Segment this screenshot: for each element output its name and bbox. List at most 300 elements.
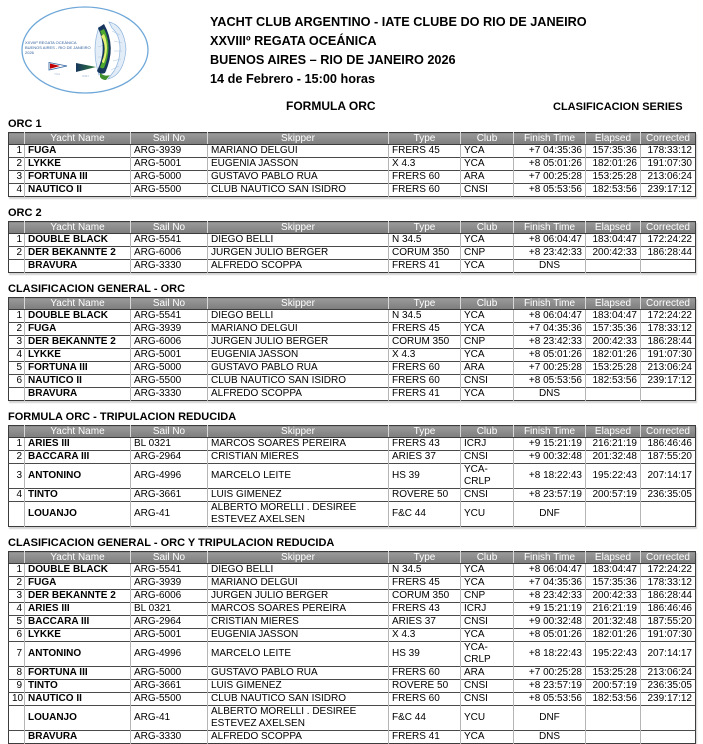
cell-rank: 2 (9, 577, 25, 590)
cell-yacht: BRAVURA (25, 731, 131, 744)
cell-club: YCA (461, 564, 514, 577)
cell-yacht: DER BEKANNTE 2 (25, 336, 131, 349)
table-row (9, 629, 696, 642)
table-row (9, 388, 696, 401)
cell-type: FRERS 60 (389, 171, 461, 184)
cell-type: N 34.5 (389, 234, 461, 247)
cell-type: FRERS 60 (389, 375, 461, 388)
cell-club: CNSI (461, 451, 514, 464)
cell-elapsed: 182:01:26 (586, 629, 641, 642)
cell-yacht: DER BEKANNTE 2 (25, 590, 131, 603)
cell-skipper: CLUB NAUTICO SAN ISIDRO (208, 375, 389, 388)
cell-type: X 4.3 (389, 158, 461, 171)
column-header-rank (9, 552, 25, 564)
cell-rank: 4 (9, 184, 25, 197)
classification-subheader (0, 97, 703, 118)
cell-elapsed (586, 502, 641, 527)
cell-corrected: 172:24:22 (641, 234, 696, 247)
cell-rank (9, 388, 25, 401)
cell-type: FRERS 45 (389, 323, 461, 336)
cell-rank: 6 (9, 629, 25, 642)
cell-sail: ARG-5541 (131, 310, 208, 323)
cell-club: CNSI (461, 680, 514, 693)
document-title-block (210, 13, 587, 89)
cell-finish: +7 04:35:36 (514, 577, 586, 590)
logo-ellipse (22, 7, 148, 93)
cell-yacht: ANTONINO (25, 642, 131, 667)
cell-club: ARA (461, 171, 514, 184)
cell-skipper: LUIS GIMENEZ (208, 680, 389, 693)
cell-corrected: 187:55:20 (641, 616, 696, 629)
cell-club: YCA (461, 349, 514, 362)
cell-yacht: BACCARA III (25, 616, 131, 629)
results-section (8, 411, 695, 527)
cell-finish: +8 05:01:26 (514, 629, 586, 642)
cell-rank: 3 (9, 171, 25, 184)
cell-elapsed (586, 260, 641, 273)
column-header-finish: Finish Time (514, 298, 586, 310)
cell-elapsed: 195:22:43 (586, 464, 641, 489)
cell-finish: +8 05:53:56 (514, 375, 586, 388)
section-title: ORC 1 (8, 118, 42, 130)
cell-club: ICRJ (461, 603, 514, 616)
cell-type: F&C 44 (389, 706, 461, 731)
cell-skipper: JURGEN JULIO BERGER (208, 590, 389, 603)
cell-corrected: 186:46:46 (641, 603, 696, 616)
column-header-type: Type (389, 133, 461, 145)
cell-skipper: ALBERTO MORELLI . DESIREE ESTEVEZ AXELSEN (208, 502, 389, 527)
column-header-corrected: Corrected (641, 552, 696, 564)
cell-elapsed (586, 388, 641, 401)
column-header-elapsed: Elapsed (586, 222, 641, 234)
column-header-skipper: Skipper (208, 552, 389, 564)
column-header-club: Club (461, 426, 514, 438)
svg-text:ICRJ: ICRJ (82, 74, 89, 78)
cell-skipper: CLUB NAUTICO SAN ISIDRO (208, 693, 389, 706)
column-header-yacht: Yacht Name (25, 133, 131, 145)
column-header-type: Type (389, 298, 461, 310)
cell-elapsed: 200:57:19 (586, 489, 641, 502)
cell-elapsed: 183:04:47 (586, 310, 641, 323)
cell-yacht: DER BEKANNTE 2 (25, 247, 131, 260)
column-header-rank (9, 222, 25, 234)
cell-elapsed: 182:01:26 (586, 349, 641, 362)
table-row (9, 451, 696, 464)
cell-sail: ARG-41 (131, 706, 208, 731)
results-table (8, 425, 696, 527)
cell-type: HS 39 (389, 464, 461, 489)
cell-sail: BL 0321 (131, 438, 208, 451)
results-table (8, 297, 696, 401)
cell-finish: +9 15:21:19 (514, 603, 586, 616)
cell-type: FRERS 43 (389, 603, 461, 616)
cell-skipper: CRISTIAN MIERES (208, 616, 389, 629)
cell-yacht: FORTUNA III (25, 362, 131, 375)
cell-type: N 34.5 (389, 310, 461, 323)
cell-skipper: DIEGO BELLI (208, 564, 389, 577)
cell-club: ARA (461, 362, 514, 375)
cell-corrected: 239:17:12 (641, 375, 696, 388)
column-header-elapsed: Elapsed (586, 298, 641, 310)
cell-club: CNP (461, 590, 514, 603)
cell-elapsed: 195:22:43 (586, 642, 641, 667)
cell-finish: +9 00:32:48 (514, 616, 586, 629)
title-line-route: BUENOS AIRES – RIO DE JANEIRO 2026 (210, 53, 456, 67)
column-header-skipper: Skipper (208, 298, 389, 310)
cell-elapsed: 153:25:28 (586, 171, 641, 184)
cell-finish: +9 15:21:19 (514, 438, 586, 451)
cell-sail: ARG-3661 (131, 489, 208, 502)
cell-club: YCA (461, 310, 514, 323)
page-header (0, 0, 703, 97)
cell-corrected: 186:46:46 (641, 438, 696, 451)
cell-skipper: JURGEN JULIO BERGER (208, 247, 389, 260)
cell-finish: DNS (514, 388, 586, 401)
table-row (9, 464, 696, 489)
cell-rank: 7 (9, 642, 25, 667)
cell-corrected: 172:24:22 (641, 564, 696, 577)
cell-finish: +7 00:25:28 (514, 171, 586, 184)
column-header-yacht: Yacht Name (25, 298, 131, 310)
column-header-sail: Sail No (131, 426, 208, 438)
formula-orc-label: FORMULA ORC (286, 99, 376, 113)
results-table (8, 221, 696, 273)
cell-type: F&C 44 (389, 502, 461, 527)
column-header-club: Club (461, 222, 514, 234)
table-row (9, 616, 696, 629)
cell-type: FRERS 45 (389, 577, 461, 590)
results-section (8, 207, 695, 273)
cell-corrected (641, 706, 696, 731)
column-header-yacht: Yacht Name (25, 426, 131, 438)
table-row (9, 590, 696, 603)
cell-elapsed: 157:35:36 (586, 323, 641, 336)
cell-elapsed: 183:04:47 (586, 564, 641, 577)
cell-yacht: LYKKE (25, 158, 131, 171)
cell-finish: DNF (514, 502, 586, 527)
cell-elapsed: 153:25:28 (586, 667, 641, 680)
cell-rank: 3 (9, 590, 25, 603)
logo-line-3: 2026 (25, 50, 34, 55)
cell-sail: ARG-2964 (131, 616, 208, 629)
cell-elapsed: 216:21:19 (586, 438, 641, 451)
results-table (8, 132, 696, 197)
cell-sail: ARG-5001 (131, 349, 208, 362)
cell-club: YCA-CRLP (461, 642, 514, 667)
table-header-row (9, 552, 696, 564)
regata-oceanica-logo (20, 5, 150, 95)
results-section (8, 118, 695, 197)
cell-elapsed: 153:25:28 (586, 362, 641, 375)
cell-skipper: DIEGO BELLI (208, 234, 389, 247)
cell-sail: ARG-6006 (131, 336, 208, 349)
cell-sail: ARG-5541 (131, 564, 208, 577)
column-header-sail: Sail No (131, 298, 208, 310)
cell-corrected: 186:28:44 (641, 336, 696, 349)
table-row (9, 706, 696, 731)
table-row (9, 667, 696, 680)
cell-finish: DNS (514, 260, 586, 273)
cell-sail: ARG-5541 (131, 234, 208, 247)
column-header-sail: Sail No (131, 133, 208, 145)
cell-yacht: FORTUNA III (25, 667, 131, 680)
cell-corrected: 239:17:12 (641, 184, 696, 197)
column-header-elapsed: Elapsed (586, 133, 641, 145)
cell-type: CORUM 350 (389, 247, 461, 260)
cell-sail: ARG-5000 (131, 667, 208, 680)
logo-line-2: BUENOS AIRES - RIO DE JANEIRO (25, 45, 91, 50)
cell-finish: +8 06:04:47 (514, 310, 586, 323)
cell-finish: +9 00:32:48 (514, 451, 586, 464)
column-header-corrected: Corrected (641, 133, 696, 145)
cell-finish: +7 00:25:28 (514, 362, 586, 375)
column-header-club: Club (461, 552, 514, 564)
cell-type: FRERS 41 (389, 260, 461, 273)
cell-club: YCU (461, 502, 514, 527)
section-title: ORC 2 (8, 207, 42, 219)
cell-skipper: GUSTAVO PABLO RUA (208, 171, 389, 184)
cell-sail: ARG-2964 (131, 451, 208, 464)
cell-rank: 1 (16, 310, 22, 321)
cell-skipper: ALBERTO MORELLI . DESIREE ESTEVEZ AXELSEN (208, 706, 389, 731)
column-header-rank (9, 133, 25, 145)
cell-rank: 1 (16, 564, 22, 575)
column-header-finish: Finish Time (514, 426, 586, 438)
cell-club: YCA (461, 145, 514, 158)
column-header-rank (9, 298, 25, 310)
table-row (9, 438, 696, 451)
cell-type: CORUM 350 (389, 590, 461, 603)
cell-rank: 4 (9, 489, 25, 502)
cell-club: YCA (461, 323, 514, 336)
cell-elapsed: 182:01:26 (586, 158, 641, 171)
table-row (9, 731, 696, 744)
cell-club: YCA (461, 629, 514, 642)
cell-corrected (641, 731, 696, 744)
cell-sail: BL 0321 (131, 603, 208, 616)
table-row (9, 603, 696, 616)
column-header-type: Type (389, 552, 461, 564)
column-header-rank (9, 426, 25, 438)
column-header-corrected: Corrected (641, 426, 696, 438)
table-row (9, 642, 696, 667)
cell-type: FRERS 41 (389, 388, 461, 401)
cell-type: FRERS 60 (389, 693, 461, 706)
cell-rank: 3 (9, 336, 25, 349)
cell-sail: ARG-6006 (131, 247, 208, 260)
cell-yacht: TINTO (25, 489, 131, 502)
cell-rank (9, 731, 25, 744)
cell-skipper: MARIANO DELGUI (208, 577, 389, 590)
table-header-row (9, 426, 696, 438)
table-row (9, 234, 696, 247)
column-header-sail: Sail No (131, 552, 208, 564)
cell-sail: ARG-4996 (131, 464, 208, 489)
cell-elapsed: 182:53:56 (586, 184, 641, 197)
cell-skipper: MARCELO LEITE (208, 464, 389, 489)
cell-rank: 2 (9, 323, 25, 336)
column-header-finish: Finish Time (514, 552, 586, 564)
cell-sail: ARG-5000 (131, 362, 208, 375)
cell-yacht: LOUANJO (25, 706, 131, 731)
cell-skipper: ALFREDO SCOPPA (208, 388, 389, 401)
cell-yacht: ARIES III (25, 438, 131, 451)
cell-club: CNSI (461, 375, 514, 388)
cell-elapsed: 201:32:48 (586, 616, 641, 629)
cell-type: FRERS 45 (389, 145, 461, 158)
cell-rank: 4 (9, 603, 25, 616)
cell-club: CNSI (461, 616, 514, 629)
table-row (9, 502, 696, 527)
cell-sail: ARG-3661 (131, 680, 208, 693)
cell-yacht: ANTONINO (25, 464, 131, 489)
cell-corrected: 213:06:24 (641, 667, 696, 680)
cell-elapsed: 200:42:33 (586, 590, 641, 603)
cell-type: ARIES 37 (389, 616, 461, 629)
cell-club: YCA (461, 234, 514, 247)
column-header-skipper: Skipper (208, 133, 389, 145)
section-title: CLASIFICACION GENERAL - ORC Y TRIPULACION REDUCIDA (8, 537, 335, 549)
cell-elapsed: 200:42:33 (586, 336, 641, 349)
cell-corrected: 236:35:05 (641, 680, 696, 693)
cell-type: ROVERE 50 (389, 489, 461, 502)
cell-rank: 1 (16, 234, 22, 245)
section-title: CLASIFICACION GENERAL - ORC (8, 283, 186, 295)
cell-corrected: 178:33:12 (641, 577, 696, 590)
column-header-finish: Finish Time (514, 133, 586, 145)
table-row (9, 577, 696, 590)
cell-corrected (641, 502, 696, 527)
column-header-skipper: Skipper (208, 426, 389, 438)
cell-finish: +8 18:22:43 (514, 642, 586, 667)
cell-corrected: 178:33:12 (641, 145, 696, 158)
column-header-skipper: Skipper (208, 222, 389, 234)
table-row (9, 375, 696, 388)
cell-sail: ARG-5500 (131, 184, 208, 197)
cell-rank: 9 (9, 680, 25, 693)
column-header-yacht: Yacht Name (25, 222, 131, 234)
results-table (8, 551, 696, 744)
cell-elapsed: 216:21:19 (586, 603, 641, 616)
cell-sail: ARG-4996 (131, 642, 208, 667)
table-row (9, 184, 696, 197)
cell-yacht: BACCARA III (25, 451, 131, 464)
cell-elapsed (586, 731, 641, 744)
cell-finish: +8 05:01:26 (514, 349, 586, 362)
cell-club: YCA (461, 158, 514, 171)
cell-corrected: 207:14:17 (641, 464, 696, 489)
cell-finish: +8 23:57:19 (514, 489, 586, 502)
cell-finish: +8 23:42:33 (514, 590, 586, 603)
cell-sail: ARG-5500 (131, 693, 208, 706)
cell-skipper: MARIANO DELGUI (208, 323, 389, 336)
cell-rank (9, 706, 25, 731)
cell-yacht: TINTO (25, 680, 131, 693)
cell-elapsed: 200:42:33 (586, 247, 641, 260)
cell-sail: ARG-3330 (131, 388, 208, 401)
cell-sail: ARG-3330 (131, 731, 208, 744)
table-row (9, 680, 696, 693)
cell-corrected: 207:14:17 (641, 642, 696, 667)
cell-yacht: BRAVURA (25, 388, 131, 401)
cell-rank: 2 (9, 451, 25, 464)
cell-type: N 34.5 (389, 564, 461, 577)
cell-yacht: ARIES III (25, 603, 131, 616)
title-line-date: 14 de Febrero - 15:00 horas (210, 72, 376, 86)
cell-finish: +8 06:04:47 (514, 234, 586, 247)
table-row (9, 158, 696, 171)
cell-skipper: MARIANO DELGUI (208, 145, 389, 158)
cell-club: YCA (461, 260, 514, 273)
cell-club: YCA (461, 388, 514, 401)
cell-club: YCA (461, 577, 514, 590)
cell-corrected (641, 388, 696, 401)
cell-yacht: DOUBLE BLACK (25, 564, 131, 577)
cell-corrected: 213:06:24 (641, 362, 696, 375)
cell-elapsed: 182:53:56 (586, 693, 641, 706)
cell-skipper: GUSTAVO PABLO RUA (208, 667, 389, 680)
cell-finish: +8 05:53:56 (514, 693, 586, 706)
cell-finish: +8 18:22:43 (514, 464, 586, 489)
cell-rank: 6 (9, 375, 25, 388)
section-title: FORMULA ORC - TRIPULACION REDUCIDA (8, 411, 237, 423)
table-row (9, 362, 696, 375)
cell-sail: ARG-5001 (131, 629, 208, 642)
column-header-corrected: Corrected (641, 222, 696, 234)
cell-finish: +8 06:04:47 (514, 564, 586, 577)
table-row (9, 489, 696, 502)
cell-type: FRERS 41 (389, 731, 461, 744)
cell-elapsed: 157:35:36 (586, 577, 641, 590)
cell-club: CNSI (461, 693, 514, 706)
cell-finish: +7 04:35:36 (514, 323, 586, 336)
cell-club: YCU (461, 706, 514, 731)
cell-finish: DNS (514, 731, 586, 744)
clasificacion-series-label: CLASIFICACION SERIES (553, 101, 683, 113)
cell-yacht: NAUTICO II (25, 184, 131, 197)
table-row (9, 349, 696, 362)
cell-finish: +8 23:42:33 (514, 247, 586, 260)
cell-rank: 5 (9, 616, 25, 629)
cell-yacht: LYKKE (25, 629, 131, 642)
cell-corrected: 172:24:22 (641, 310, 696, 323)
column-header-club: Club (461, 298, 514, 310)
cell-elapsed: 201:32:48 (586, 451, 641, 464)
cell-rank: 10 (9, 693, 25, 706)
cell-corrected: 178:33:12 (641, 323, 696, 336)
cell-club: CNP (461, 336, 514, 349)
cell-type: FRERS 60 (389, 667, 461, 680)
cell-skipper: ALFREDO SCOPPA (208, 731, 389, 744)
cell-type: X 4.3 (389, 349, 461, 362)
cell-yacht: NAUTICO II (25, 693, 131, 706)
sections (8, 118, 695, 744)
cell-rank: 8 (9, 667, 25, 680)
cell-type: FRERS 60 (389, 362, 461, 375)
cell-elapsed: 200:57:19 (586, 680, 641, 693)
cell-yacht: LYKKE (25, 349, 131, 362)
table-header-row (9, 133, 696, 145)
cell-club: YCA-CRLP (461, 464, 514, 489)
cell-finish: +8 23:42:33 (514, 336, 586, 349)
cell-corrected: 191:07:30 (641, 158, 696, 171)
cell-elapsed: 183:04:47 (586, 234, 641, 247)
cell-rank: 2 (9, 158, 25, 171)
cell-skipper: CLUB NAUTICO SAN ISIDRO (208, 184, 389, 197)
table-row (9, 564, 696, 577)
column-header-type: Type (389, 222, 461, 234)
table-header-row (9, 298, 696, 310)
